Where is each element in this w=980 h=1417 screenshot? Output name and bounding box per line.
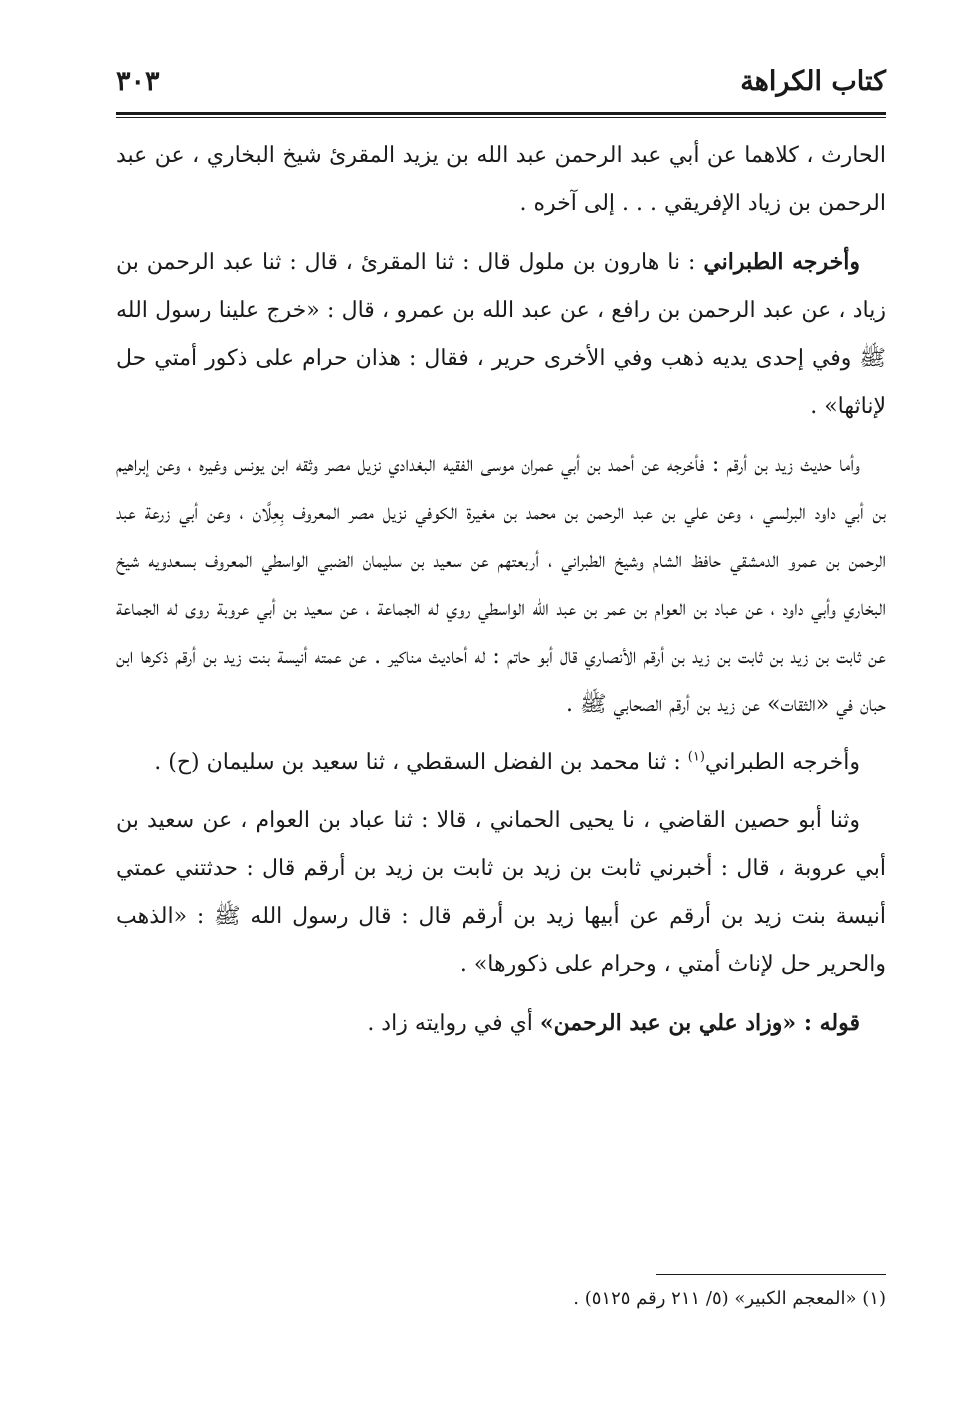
footnote-rule	[656, 1274, 886, 1275]
paragraph-lead: وأخرجه الطبراني	[703, 249, 860, 275]
running-title: كتاب الكراهة	[740, 66, 886, 97]
paragraph-6	[116, 999, 886, 1048]
paragraph-1	[116, 132, 886, 228]
page-number: ٣٠٣	[116, 66, 160, 97]
footnote-marker[interactable]: (١)	[687, 749, 705, 765]
paragraph-text: وثنا أبو حصين القاضي ، نا يحيى الحماني ، قالا : ثنا عباد بن العوام ، عن سعيد بن أبي عروبة ، قال : أخبرني ثابت بن زيد بن ثابت بن زيد بن أرقم قال : حدثتني عمتي أنيسة بنت زيد بن أرقم عن أبيها زيد بن أرقم قال : قال رسول الله ﷺ : «الذهب والحرير حل لإناث أمتي ، وحرام على ذكورها» .	[116, 808, 886, 977]
paragraph-text: : ثنا محمد بن الفضل السقطي ، ثنا سعيد بن سليمان (ح) .	[154, 750, 688, 775]
header-rule	[116, 112, 886, 118]
page-header	[116, 62, 886, 106]
paragraph-text: وأخرجه الطبراني	[704, 750, 860, 775]
paragraph-5	[116, 797, 886, 989]
paragraph-text: الحارث ، كلاهما عن أبي عبد الرحمن عبد الله بن يزيد المقرئ شيخ البخاري ، عن عبد الرحمن بن زياد الإفريقي . . . إلى آخره .	[116, 143, 886, 216]
paragraph-lead: قوله : «وزاد علي بن عبد الرحمن»	[539, 1010, 860, 1036]
paragraph-text: : نا هارون بن ملول قال : ثنا المقرئ ، قال : ثنا عبد الرحمن بن زياد ، عن عبد الرحمن بن رافع ، عن عبد الله بن عمرو ، قال : «خرج علينا رسول الله ﷺ وفي إحدى يديه ذهب وفي الأخرى حرير ، فقال : هذان حرام على ذكور أمتي حل لإناثها» .	[116, 250, 886, 419]
page-body	[116, 132, 886, 1048]
footnote: (١) «المعجم الكبير» (٥/ ٢١١ رقم ٥١٢٥) .	[573, 1288, 886, 1309]
paragraph-text: أي في روايته زاد .	[367, 1011, 540, 1036]
paragraph-2	[116, 238, 886, 431]
paragraph-3	[116, 441, 886, 729]
paragraph-4	[116, 739, 886, 787]
paragraph-text: وأما حديث زيد بن أرقم : فأخرجه عن أحمد بن أبي عمران موسى الفقيه البغدادي نزيل مصر وثقه ابن يونس وغيره ، وعن إبراهيم بن أبي داود البرلسي ، وعن علي بن عبد الرحمن بن محمد بن مغيرة الكوفي نزيل مصر المعروف بِعِلَّان ، وعن أبي زرعة عبد الرحمن بن عمرو الدمشقي حافظ الشام وشيخ الطبراني ، أربعتهم عن سعيد بن سليمان الضبي الواسطي المعروف بسعدويه شيخ البخاري وأبي داود ، عن عباد بن العوام بن عمر بن عبد الله الواسطي روي له الجماعة ، عن سعيد بن أبي عروبة روى له الجماعة عن ثابت بن زيد بن ثابت بن زيد بن أرقم الأنصاري قال أبو حاتم : له أحاديث مناكير . عن عمته أنيسة بنت زيد بن أرقم ذكرها ابن حبان في «الثقات» عن زيد بن أرقم الصحابي ﷺ .	[116, 452, 886, 717]
book-page	[116, 62, 886, 1309]
